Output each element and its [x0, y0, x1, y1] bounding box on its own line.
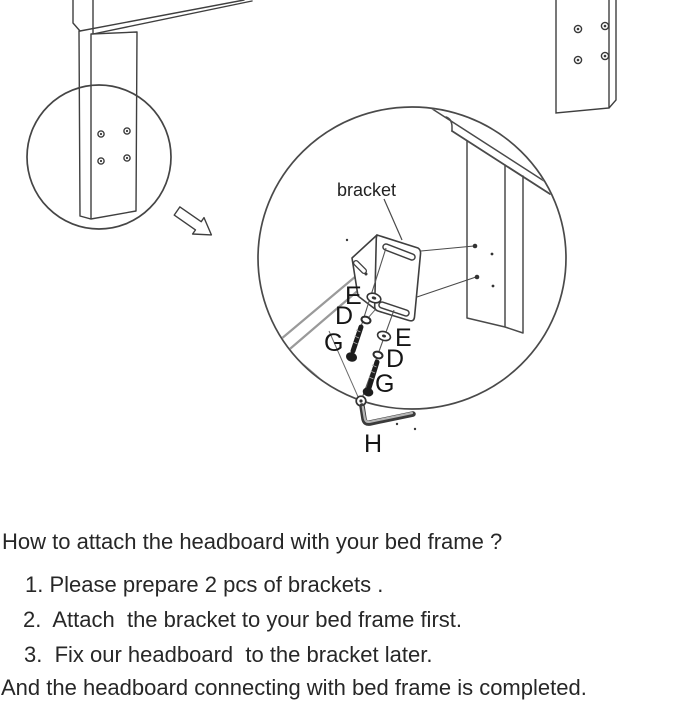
bracket-label-leader	[384, 199, 402, 240]
instruction-step-1: 1. Please prepare 2 pcs of brackets .	[25, 572, 384, 597]
label-allen-key-H: H	[364, 430, 383, 458]
magnifier-circle	[27, 85, 171, 229]
label-bolt-G-2: G	[375, 370, 395, 398]
detail-view	[258, 101, 566, 458]
bracket-label: bracket	[337, 180, 397, 200]
instruction-step-3: 3. Fix our headboard to the bracket later.	[24, 642, 433, 667]
left-leg-holes	[98, 128, 130, 164]
label-washer-E-2: E	[395, 324, 412, 352]
label-spring-D-2: D	[386, 345, 405, 373]
label-spring-D-1: D	[335, 302, 354, 330]
label-bolt-G-1: G	[324, 329, 344, 357]
instructions-heading: How to attach the headboard with your bed frame ?	[2, 529, 503, 554]
bolt-G-1	[345, 327, 361, 363]
bracket-rivet-dot	[346, 239, 348, 241]
headboard-corner	[73, 0, 252, 219]
instructions-footer: And the headboard connecting with bed frame is completed.	[1, 675, 587, 700]
headboard-panel-bottom-edge	[80, 0, 252, 34]
leg-detail-holes	[473, 244, 495, 288]
headboard-leg	[79, 31, 137, 219]
stray-marks	[396, 423, 416, 430]
spring-washer-D-2	[373, 351, 384, 360]
headboard-rail-detail	[420, 101, 558, 194]
headboard-leg-detail	[467, 141, 523, 333]
zoom-arrow-icon	[174, 207, 211, 235]
headboard-back-post	[73, 0, 93, 33]
instruction-step-2: 2. Attach the bracket to your bed frame first.	[23, 607, 462, 632]
right-leg-holes	[574, 22, 608, 63]
bracket-rivet-dot	[365, 273, 368, 276]
allen-key	[356, 396, 413, 423]
label-washer-E-1: E	[345, 282, 362, 310]
